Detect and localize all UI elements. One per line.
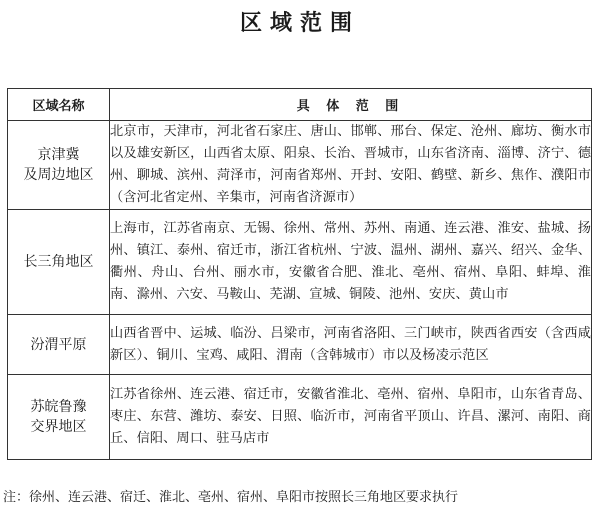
table-row xyxy=(8,315,592,375)
header-scope: 具 体 范 围 xyxy=(110,89,592,121)
region-table xyxy=(7,88,592,460)
page-title: 区域范围 xyxy=(239,11,360,36)
table-row xyxy=(8,375,592,460)
header-region-name: 区域名称 xyxy=(8,89,110,121)
region-name-cell xyxy=(8,375,110,460)
footnote: 注：徐州、连云港、宿迁、淮北、亳州、宿州、阜阳市按照长三角地区要求执行 xyxy=(3,490,459,505)
region-name: 汾渭平原 xyxy=(30,336,87,353)
region-scope-cell: 山西省晋中、运城、临汾、吕梁市，河南省洛阳、三门峡市，陕西省西安（含西咸新区）、铜川、宝鸡、咸阳、渭南（含韩城市）市以及杨凌示范区 xyxy=(110,315,592,375)
region-name-cell xyxy=(8,121,110,210)
region-name: 京津冀 及周边地区 xyxy=(23,147,94,183)
table-header-row xyxy=(8,89,592,121)
table-row xyxy=(8,210,592,315)
region-name: 苏皖鲁豫 交界地区 xyxy=(30,399,87,435)
region-scope-cell: 江苏省徐州、连云港、宿迁市，安徽省淮北、亳州、宿州、阜阳市，山东省青岛、枣庄、东营、潍坊、泰安、日照、临沂市，河南省平顶山、许昌、漯河、南阳、商丘、信阳、周口、驻马店市 xyxy=(110,375,592,460)
region-scope-cell: 北京市，天津市，河北省石家庄、唐山、邯郸、邢台、保定、沧州、廊坊、衡水市以及雄安新区，山西省太原、阳泉、长治、晋城市，山东省济南、淄博、济宁、德州、聊城、滨州、菏泽市，河南省郑州、开封、安阳、鹤壁、新乡、焦作、濮阳市（含河北省定州、辛集市，河南省济源市） xyxy=(110,121,592,210)
region-name-cell xyxy=(8,315,110,375)
table-row xyxy=(8,121,592,210)
region-scope-cell: 上海市，江苏省南京、无锡、徐州、常州、苏州、南通、连云港、淮安、盐城、扬州、镇江、泰州、宿迁市，浙江省杭州、宁波、温州、湖州、嘉兴、绍兴、金华、衢州、舟山、台州、丽水市，安徽省合肥、淮北、亳州、宿州、阜阳、蚌埠、淮南、滁州、六安、马鞍山、芜湖、宣城、铜陵、池州、安庆、黄山市 xyxy=(110,210,592,315)
region-name-cell xyxy=(8,210,110,315)
region-name: 长三角地区 xyxy=(23,254,94,270)
